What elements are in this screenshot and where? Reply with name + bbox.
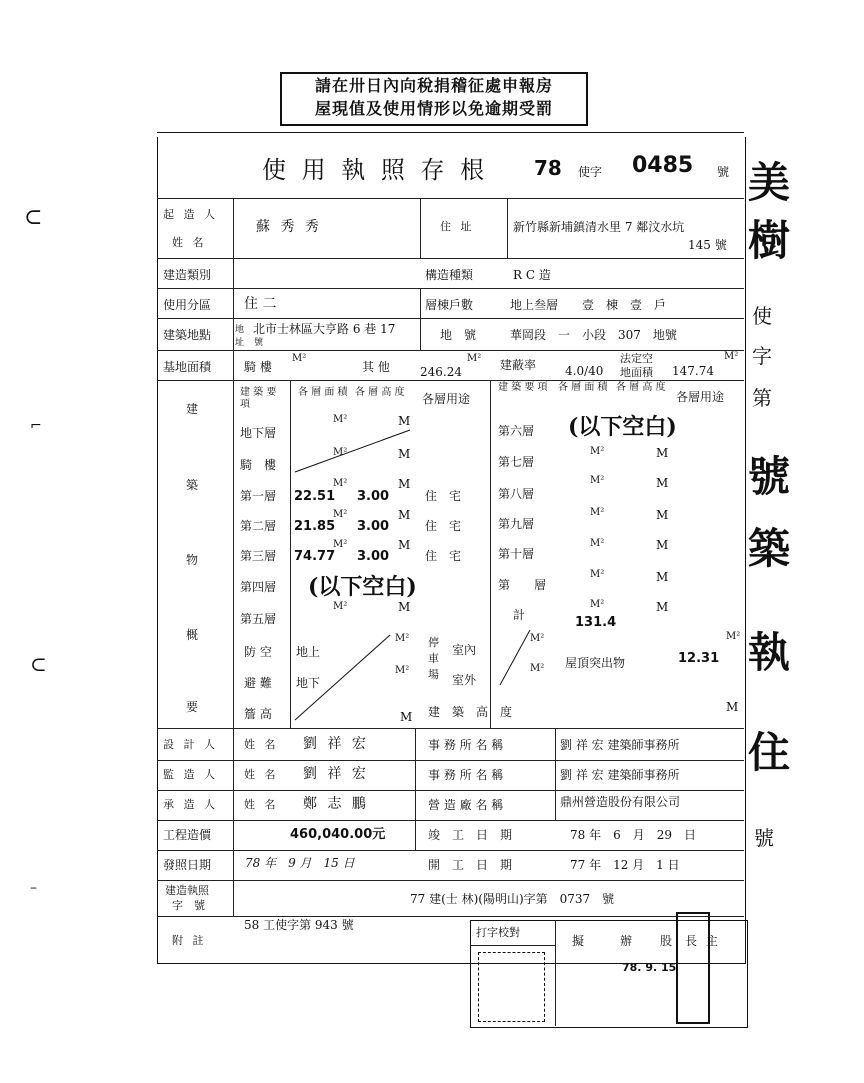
unit-m2: M² <box>395 665 410 676</box>
unit-m: M <box>398 538 411 552</box>
unit-m2: M² <box>726 631 741 642</box>
parking-label-3: 場 <box>428 668 439 681</box>
seal-stamp-vertical <box>676 912 710 1024</box>
unit-m: M <box>656 600 669 614</box>
rule <box>420 198 421 259</box>
punch-mark: ⊂ <box>24 205 43 230</box>
unit-m2: M² <box>590 507 605 518</box>
strike-line <box>295 430 410 472</box>
rule <box>157 258 744 259</box>
floor-name-right: 第九層 <box>498 517 535 531</box>
legal-label-1: 法定空 <box>620 352 653 365</box>
unit-m2: M² <box>530 633 545 644</box>
cost-label: 工程造價 <box>163 828 212 842</box>
floor-height: 3.00 <box>357 489 390 504</box>
ratio-value: 4.0/40 <box>565 364 604 378</box>
other-value: 246.24 <box>420 365 462 379</box>
shelter-above: 地上 <box>296 645 321 659</box>
zone-value: 住 二 <box>244 296 277 312</box>
left-col-use: 各層用途 <box>422 392 471 406</box>
unit-m2: M² <box>590 538 605 549</box>
floor-name: 第四層 <box>240 580 277 594</box>
notice-box <box>280 72 588 126</box>
blank-stamp-right: (以下空白) <box>568 414 677 440</box>
floor-use: 住 宅 <box>425 549 462 563</box>
check-label: 打字校對 <box>476 926 520 939</box>
side-label-1: 建 <box>186 402 199 416</box>
floor-name: 地下層 <box>240 426 277 440</box>
edge-glyph: 樹 <box>748 216 791 265</box>
rule <box>157 318 744 319</box>
check-col-3: 股 <box>660 934 673 948</box>
site-sub-2: 址 <box>235 338 245 348</box>
rule <box>157 380 744 381</box>
unit-m2: M² <box>590 599 605 610</box>
rule <box>157 820 744 821</box>
address-label: 住 址 <box>440 220 475 233</box>
address-line-1: 新竹縣新埔鎮清水里 7 鄰汶水坑 <box>513 220 685 234</box>
edge-glyph: 字 <box>752 344 772 368</box>
strike-lines <box>290 425 710 725</box>
contractor-office: 鼎州營造股份有限公司 <box>560 795 681 809</box>
floor-name: 第二層 <box>240 519 277 533</box>
permit-value: 77 建(士 林)(陽明山)字第 0737 號 <box>410 892 615 906</box>
rule <box>555 920 556 1026</box>
right-col-use: 各層用途 <box>676 390 725 404</box>
unit-m: M <box>656 476 669 490</box>
strike-line <box>295 635 390 720</box>
floor-height: 3.00 <box>357 549 390 564</box>
rule <box>420 288 421 350</box>
floor-name: 第五層 <box>240 612 277 626</box>
unit-m: M <box>398 508 411 522</box>
site-sub-3: 號 <box>254 338 264 348</box>
floor-name-right: 第十層 <box>498 547 535 561</box>
builder-name: 蘇 秀 秀 <box>256 219 322 235</box>
legal-value: 147.74 <box>672 364 714 378</box>
form-title: 使 用 執 照 存 根 <box>262 156 489 184</box>
contractor-office-label: 營 造 廠 名 稱 <box>428 798 504 812</box>
side-label-2: 築 <box>186 478 199 492</box>
rule <box>555 728 556 820</box>
edge-glyph: 號 <box>754 826 774 850</box>
shelter-label-1: 防 空 <box>244 645 272 659</box>
edge-glyph: 住 <box>748 728 791 777</box>
total-label: 計 <box>513 608 526 622</box>
right-col-area: 各 層 面 積 <box>558 382 608 393</box>
designer-office-label: 事 務 所 名 稱 <box>428 738 504 752</box>
unit-m: M <box>726 700 739 714</box>
form-top-rule <box>157 132 744 134</box>
unit-m2: M² <box>292 353 307 364</box>
side-label-4: 概 <box>186 628 199 642</box>
roof-label: 屋頂突出物 <box>565 656 626 670</box>
completion-label: 竣 工 日 期 <box>428 828 513 842</box>
parking-label-1: 停 <box>428 636 439 649</box>
notice-line-1: 請在卅日內向稅捐稽征處申報房 <box>314 76 553 95</box>
check-col-1: 擬 <box>572 934 585 948</box>
check-col-4: 長 <box>685 934 698 948</box>
supervisor-label: 監 造 人 <box>163 768 218 781</box>
rule <box>507 198 508 259</box>
arcade-label: 騎 樓 <box>244 360 272 374</box>
rule <box>157 790 744 791</box>
designer-office: 劉 祥 宏 建築師事務所 <box>560 738 680 752</box>
permit-label-2: 字 號 <box>172 899 205 912</box>
floor-name: 騎 樓 <box>240 458 277 472</box>
unit-m2: M² <box>333 447 348 458</box>
rule <box>157 288 744 289</box>
rule <box>233 198 234 916</box>
shelter-below: 地下 <box>296 676 321 690</box>
site-label: 建築地點 <box>163 328 212 342</box>
floor-name: 第三層 <box>240 549 277 563</box>
cost-value: 460,040.00元 <box>290 827 386 842</box>
floor-name: 第一層 <box>240 489 277 503</box>
designer-name: 劉 祥 宏 <box>303 736 369 752</box>
form-year: 78 <box>534 156 562 180</box>
contractor-name: 鄭 志 鵬 <box>303 796 369 812</box>
left-col-height: 各 層 高 度 <box>355 387 405 398</box>
unit-m: M <box>398 447 411 461</box>
supervisor-office: 劉 祥 宏 建築師事務所 <box>560 768 680 782</box>
builder-label: 起 造 人 <box>163 208 218 221</box>
structure-label: 構造種類 <box>425 268 474 282</box>
floors-label: 層棟戶數 <box>425 298 474 312</box>
punch-mark: – <box>30 880 37 896</box>
notice-line-2: 屋現值及使用情形以免逾期受罰 <box>314 99 553 118</box>
start-label: 開 工 日 期 <box>428 858 513 872</box>
start-value: 77 年 12 月 1 日 <box>570 858 680 872</box>
supervisor-name: 劉 祥 宏 <box>303 766 369 782</box>
strike-line <box>500 630 530 685</box>
lot-value: 華岡段 一 小段 307 地號 <box>510 328 677 342</box>
form-number: 0485 <box>632 153 694 178</box>
edge-glyph: 築 <box>748 524 791 573</box>
punch-mark: ⌐ <box>30 418 42 434</box>
shelter-label-2: 避 難 <box>244 676 272 690</box>
designer-name-label: 姓 名 <box>244 738 279 751</box>
designer-label: 設 計 人 <box>163 738 218 751</box>
check-date: 78. 9. 15 <box>622 961 677 974</box>
unit-m2: M² <box>333 601 348 612</box>
rule <box>415 728 416 850</box>
blank-stamp-left: (以下空白) <box>308 574 417 600</box>
check-col-5: 主 <box>706 934 719 948</box>
supervisor-office-label: 事 務 所 名 稱 <box>428 768 504 782</box>
rule <box>157 198 744 199</box>
structure-value: R C 造 <box>513 268 551 282</box>
rule <box>157 850 744 851</box>
form-suffix: 號 <box>717 165 730 179</box>
build-type-label: 建造類別 <box>163 268 212 282</box>
unit-m: M <box>656 446 669 460</box>
edge-glyph: 第 <box>752 386 772 410</box>
completion-value: 78 年 6 月 29 日 <box>570 828 696 842</box>
unit-m2: M² <box>333 478 348 489</box>
unit-m2: M² <box>333 414 348 425</box>
site-sub-1: 地 <box>235 325 245 335</box>
ratio-label: 建蔽率 <box>500 358 537 372</box>
parking-indoor: 室內 <box>452 643 477 657</box>
floor-area: 21.85 <box>294 519 336 534</box>
other-label: 其 他 <box>362 360 390 374</box>
eave-label: 簷 高 <box>244 707 272 721</box>
unit-m2: M² <box>333 509 348 520</box>
unit-m: M <box>656 570 669 584</box>
floor-area: 22.51 <box>294 489 336 504</box>
floor-name-right: 第 層 <box>498 578 547 592</box>
unit-m2: M² <box>467 353 482 364</box>
edge-glyph: 號 <box>748 452 791 501</box>
floor-height: 3.00 <box>357 519 390 534</box>
floors-value: 地上叁層 壹 棟 壹 戶 <box>510 298 667 312</box>
permit-label-1: 建造執照 <box>165 884 209 897</box>
lot-label: 地 號 <box>440 328 477 342</box>
left-col-item: 建 築 要 項 <box>240 387 277 410</box>
unit-m: M <box>400 710 413 724</box>
parking-label-2: 車 <box>428 652 439 665</box>
building-height-label: 建 築 高 度 <box>428 705 513 719</box>
rule <box>157 728 744 729</box>
address-line-2: 145 號 <box>688 238 727 252</box>
contractor-label: 承 造 人 <box>163 798 218 811</box>
unit-m: M <box>656 538 669 552</box>
unit-m: M <box>398 600 411 614</box>
floor-name-right: 第六層 <box>498 424 535 438</box>
site-value: 北市士林區大亨路 6 巷 17 <box>253 322 396 336</box>
edge-glyph: 使 <box>752 304 772 328</box>
unit-m2: M² <box>530 663 545 674</box>
unit-m2: M² <box>724 351 739 362</box>
remark-value: 58 工使字第 943 號 <box>244 918 354 932</box>
unit-m2: M² <box>590 446 605 457</box>
legal-label-2: 地面積 <box>620 366 653 379</box>
unit-m2: M² <box>333 539 348 550</box>
unit-m: M <box>656 508 669 522</box>
unit-m: M <box>398 477 411 491</box>
rule <box>470 945 555 946</box>
area-label: 基地面積 <box>163 360 212 374</box>
form-prefix: 使字 <box>578 165 603 179</box>
floor-area: 74.77 <box>294 549 336 564</box>
issue-value: 78 年 9 月 15 日 <box>245 856 355 870</box>
zone-label: 使用分區 <box>163 298 212 312</box>
left-col-area: 各 層 面 積 <box>298 387 348 398</box>
side-label-5: 要 <box>186 700 199 714</box>
floor-name-right: 第八層 <box>498 487 535 501</box>
unit-m2: M² <box>590 475 605 486</box>
check-col-2: 辦 <box>620 934 633 948</box>
right-col-height: 各 層 高 度 <box>616 382 666 393</box>
total-value: 131.4 <box>575 615 617 630</box>
edge-glyph: 執 <box>748 628 791 677</box>
parking-outdoor: 室外 <box>452 673 477 687</box>
roof-value: 12.31 <box>678 651 720 666</box>
unit-m2: M² <box>395 633 410 644</box>
rule <box>157 760 744 761</box>
side-label-3: 物 <box>186 553 199 567</box>
unit-m2: M² <box>590 569 605 580</box>
floor-use: 住 宅 <box>425 519 462 533</box>
issue-label: 發照日期 <box>163 858 212 872</box>
floor-name-right: 第七層 <box>498 455 535 469</box>
punch-mark: ⊂ <box>30 652 47 676</box>
rule <box>157 880 744 881</box>
seal-stamp <box>478 952 545 1022</box>
right-col-item: 建 築 要 項 <box>498 382 548 393</box>
rule <box>157 350 744 351</box>
builder-name-label: 姓 名 <box>172 236 207 249</box>
floor-use: 住 宅 <box>425 489 462 503</box>
remark-label: 附 註 <box>172 934 207 947</box>
contractor-name-label: 姓 名 <box>244 798 279 811</box>
unit-m: M <box>398 414 411 428</box>
edge-glyph: 美 <box>748 158 791 207</box>
rule <box>157 916 744 917</box>
supervisor-name-label: 姓 名 <box>244 768 279 781</box>
